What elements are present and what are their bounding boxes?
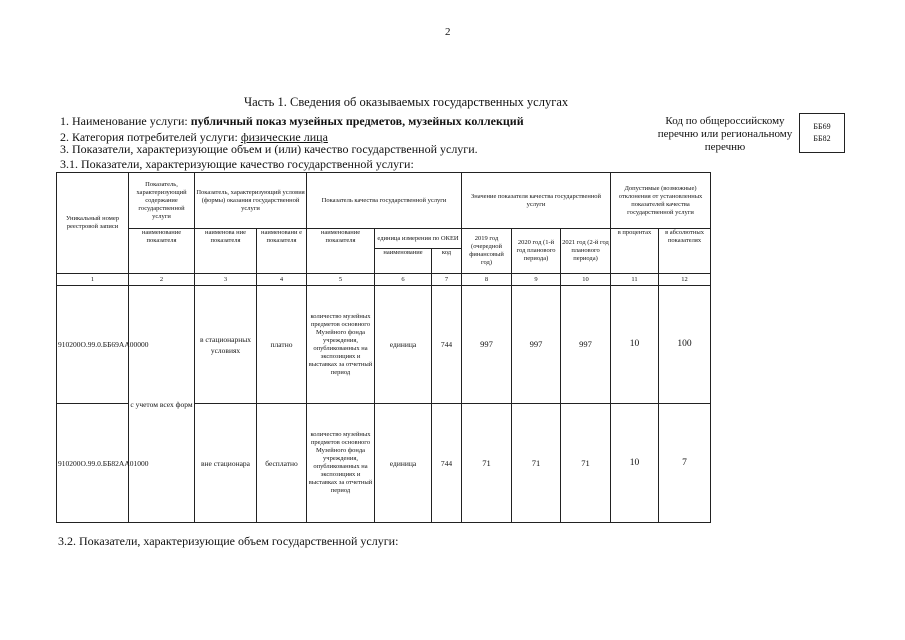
unit-code-cell: 744 [432,286,462,404]
indicator-cell: количество музейных предметов основного Музейного фонда учреждения, опубликованных на экспозициях и выставках за отчетный период [307,286,375,404]
column-number: 4 [257,274,307,286]
payment-cell: платно [257,286,307,404]
column-number: 5 [307,274,375,286]
service-name-value: публичный показ музейных предметов, музейных коллекций [190,114,524,128]
quality-indicators-heading: 3.1. Показатели, характеризующие качество государственной услуги: [60,157,414,171]
deviation-absolute-cell: 100 [659,286,711,404]
header-quality: Показатель качества государственной услуги [307,173,462,229]
header-unit-code: код [432,249,462,274]
column-number: 10 [561,274,611,286]
value-2019-cell: 71 [462,404,512,523]
header-percent: в процентах [611,229,659,274]
column-number: 2 [129,274,195,286]
indicators-heading: 3. Показатели, характеризующие объем и (или) качество государственной услуги. [60,142,478,156]
header-conditions: Показатель, характеризующий условия (формы) оказания государственной услуги [195,173,307,229]
value-2019-cell: 997 [462,286,512,404]
value-2020-cell: 997 [512,286,561,404]
content-merged-cell: с учетом всех форм [129,286,195,523]
header-indicator-name: наименование показателя [307,229,375,274]
deviation-percent-cell: 10 [611,404,659,523]
column-number: 1 [57,274,129,286]
unit-name-cell: единица [375,286,432,404]
condition-cell: в стационарных условиях [195,286,257,404]
header-payment-name: наименовани е показателя [257,229,307,274]
column-number: 8 [462,274,512,286]
header-deviation: Допустимые (возможные) отклонения от установленных показателей качества государственной услуги [611,173,711,229]
page-number: 2 [445,26,451,38]
column-number: 6 [375,274,432,286]
quality-indicators-table [56,172,711,523]
value-2021-cell: 71 [561,404,611,523]
unit-name-cell: единица [375,404,432,523]
header-year-2021: 2021 год (2-й год планового периода) [561,229,611,274]
registry-code-box [799,113,845,153]
header-year-2019: 2019 год (очередной финансовый год) [462,229,512,274]
header-absolute: в абсолютных показателях [659,229,711,274]
deviation-percent-cell: 10 [611,286,659,404]
deviation-absolute-cell: 7 [659,404,711,523]
unit-code-cell: 744 [432,404,462,523]
consumer-category-prefix: 2. Категория потребителей услуги: [60,130,241,144]
column-number: 11 [611,274,659,286]
registry-code-label: Код по общероссийскому перечню или региональному перечню [657,115,793,153]
registry-number: 910200О.99.0.ББ82АА01000 [57,404,129,523]
table-row [57,286,711,404]
header-year-2020: 2020 год (1-й год планового периода) [512,229,561,274]
consumer-category-value: физические лица [240,130,328,144]
column-number: 9 [512,274,561,286]
column-number: 12 [659,274,711,286]
service-name-line [60,114,524,129]
payment-cell: бесплатно [257,404,307,523]
header-registry: Уникальный номер реестровой записи [57,173,129,274]
volume-indicators-heading: 3.2. Показатели, характеризующие объем государственной услуги: [58,534,399,548]
value-2020-cell: 71 [512,404,561,523]
registry-number: 910200О.99.0.ББ69АА00000 [57,286,129,404]
column-number: 3 [195,274,257,286]
registry-code-1: ББ69 [813,122,831,131]
header-content-name: наименование показателя [129,229,195,274]
service-name-prefix: 1. Наименование услуги: [60,114,191,128]
header-unit: единица измерения по ОКЕИ [375,229,462,249]
indicator-cell: количество музейных предметов основного Музейного фонда учреждения, опубликованных на экспозициях и выставках за отчетный период [307,404,375,523]
part-title: Часть 1. Сведения об оказываемых государственных услугах [244,95,569,109]
header-content: Показатель, характеризующий содержание государственной услуги [129,173,195,229]
column-number: 7 [432,274,462,286]
header-unit-name: наименование [375,249,432,274]
registry-code-2: ББ82 [813,134,831,143]
condition-cell: вне стационара [195,404,257,523]
header-values: Значение показателя качества государственной услуги [462,173,611,229]
column-numbers-row [57,274,711,286]
value-2021-cell: 997 [561,286,611,404]
header-condition-name: наименова ние показателя [195,229,257,274]
